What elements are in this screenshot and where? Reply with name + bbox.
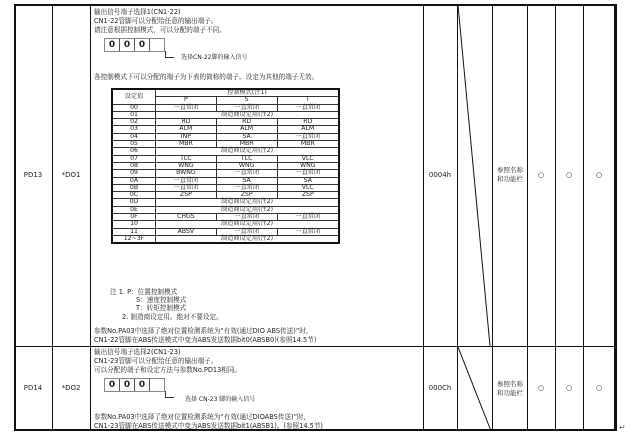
table-intro: 各控制模式下可以分配的端子为下表的简称的端子。设定为其他的端子无效。	[94, 73, 319, 81]
signal-cell: 一直常闭	[277, 133, 339, 140]
signal-cell: ZSP	[277, 192, 339, 199]
signal-cell: MBR	[277, 141, 339, 148]
mode-mark-t: ○	[595, 384, 603, 392]
desc-line: 可以分配的端子和设定方法与参数No.PD13相同。	[94, 366, 242, 374]
signal-cell: RD	[277, 119, 339, 126]
desc-line: 输出信号端子选择1(CN1-22)	[94, 8, 181, 16]
setting-value: 0D	[112, 199, 156, 206]
signal-cell: ABSV	[156, 228, 217, 235]
setting-value: 09	[112, 170, 156, 177]
setting-value: 03	[112, 126, 156, 133]
setting-value: 08	[112, 162, 156, 169]
signal-cell: WNG	[216, 162, 277, 169]
signal-cell: 一直常闭	[277, 228, 339, 235]
signal-cell: ALM	[156, 126, 217, 133]
setting-value: 05	[112, 141, 156, 148]
signal-cell: ALM	[277, 126, 339, 133]
signal-cell: RD	[216, 119, 277, 126]
setting-value: 11	[112, 228, 156, 235]
header-p: P	[156, 97, 217, 104]
digit: 0	[135, 379, 150, 391]
select-note: 选择CN-22脚的输入信号	[181, 54, 248, 61]
reserved-cell: 制造商设定用(注2)	[156, 148, 340, 155]
reserved-cell: 制造商设定用(注2)	[156, 111, 340, 118]
setting-value: 12~3F	[112, 235, 156, 243]
setting-value: 0F	[112, 214, 156, 221]
signal-cell: ALM	[216, 126, 277, 133]
signal-cell: 一直常闭	[216, 104, 277, 111]
param-number: PD13	[23, 170, 43, 179]
digit-select	[150, 379, 164, 391]
setting-value: 04	[112, 133, 156, 140]
note: 注 1. P：位置控制模式	[110, 288, 178, 296]
note: 2. 制造商设定用。绝对不要设定。	[122, 313, 223, 321]
setting-value: 0E	[112, 206, 156, 213]
not-applicable-diagonal	[458, 5, 490, 346]
signal-cell: SA	[277, 177, 339, 184]
digit-select	[150, 39, 164, 51]
unit-ref: 参照名称和功能栏	[497, 379, 523, 397]
signal-cell: TLC	[156, 155, 217, 162]
signal-cell: 一直常闭	[277, 104, 339, 111]
setting-value: 10	[112, 221, 156, 228]
header-mode: 控制模式(注1)	[156, 89, 340, 97]
signal-cell: 一直常闭	[216, 214, 277, 221]
mode-mark-p: ○	[537, 170, 545, 179]
setting-value: 01	[112, 111, 156, 118]
mode-mark-s: ○	[565, 170, 573, 179]
signal-row	[112, 235, 339, 243]
digit: 0	[105, 39, 120, 51]
param-symbol: *DO2	[61, 384, 81, 392]
header-t: T	[277, 97, 339, 104]
setting-value: 07	[112, 155, 156, 162]
reserved-cell: 制造商设定用(注2)	[156, 235, 340, 243]
signal-cell: WNG	[277, 162, 339, 169]
header-setting: 设定值	[112, 89, 156, 104]
digit: 0	[105, 379, 120, 391]
desc-line: 输出信号端子选择2(CN1-23)	[94, 348, 181, 356]
param-symbol: *DO1	[61, 170, 81, 179]
signal-cell: RD	[156, 119, 217, 126]
desc-line: 请注意根据控制模式，可以分配的端子不同。	[94, 26, 226, 34]
note: T：转矩控制模式	[136, 304, 187, 312]
signal-cell: CHGS	[156, 214, 217, 221]
reserved-cell: 制造商设定用(注2)	[156, 206, 340, 213]
paragraph-mark: ↵	[619, 423, 626, 432]
reserved-cell: 制造商设定用(注2)	[156, 221, 340, 228]
signal-cell: VLC	[277, 155, 339, 162]
mode-mark-t: ○	[595, 170, 603, 179]
setting-value: 0C	[112, 192, 156, 199]
signal-cell: 一直常闭	[156, 184, 217, 191]
digit: 0	[135, 39, 150, 51]
signal-cell: SA	[216, 177, 277, 184]
abs-line: 参数No.PA03中选择了绝对位置检测系统为“有效(通过DIO ABS传送)”时，	[94, 327, 313, 335]
select-note: 选择 CN-23 脚的输入信号	[185, 396, 256, 403]
signal-cell: WNG	[156, 162, 217, 169]
signal-cell: 一直常闭	[216, 170, 277, 177]
note: S：速度控制模式	[136, 296, 187, 304]
signal-row	[112, 170, 339, 177]
bracket-line	[165, 391, 174, 398]
desc-line: CN1-22管脚可以分配给任意的输出端子。	[94, 17, 218, 25]
unit-ref: 参照名称和功能栏	[497, 166, 523, 183]
signal-cell: 一直常闭	[216, 228, 277, 235]
setting-value: 00	[112, 104, 156, 111]
abs-line: CN1-23管脚在ABS传送模式中变为ABS发送数据bit1(ABSB1)。(参照14.5节)	[94, 422, 323, 430]
initial-value: 000Ch	[428, 384, 452, 392]
abs-line: CN1-22管脚在ABS传送模式中变为ABS发送数据bit0(ABSB0)(参照14.5节)	[94, 336, 317, 344]
signal-cell: VLC	[277, 184, 339, 191]
bracket-line	[165, 51, 174, 58]
signal-cell: BWNG	[156, 170, 217, 177]
signal-cell: ZSP	[216, 192, 277, 199]
reserved-cell: 制造商设定用(注2)	[156, 199, 340, 206]
signal-cell: MBR	[156, 141, 217, 148]
mode-mark-p: ○	[537, 384, 545, 392]
param-number: PD14	[23, 384, 43, 392]
abs-line: 参数No.PA03中选择了绝对位置检测系统为“有效(通过DIOABS传送)”时，	[94, 413, 311, 421]
signal-cell: 一直常闭	[216, 184, 277, 191]
mode-mark-s: ○	[565, 384, 573, 392]
digit-boxes	[104, 38, 165, 52]
setting-value: 06	[112, 148, 156, 155]
digit: 0	[120, 39, 135, 51]
not-applicable-diagonal	[458, 347, 491, 431]
signal-cell: 一直常闭	[277, 170, 339, 177]
signal-cell: 一直常闭	[277, 214, 339, 221]
signal-cell: MBR	[216, 141, 277, 148]
initial-value: 0004h	[428, 170, 452, 179]
desc-line: CN1-23管脚可以分配给任意的输出端子。	[94, 357, 218, 365]
setting-value: 0A	[112, 177, 156, 184]
header-s: S	[216, 97, 277, 104]
setting-value: 02	[112, 119, 156, 126]
digit: 0	[120, 379, 135, 391]
signal-cell: INP	[156, 133, 217, 140]
signal-cell: TLC	[216, 155, 277, 162]
signal-cell: 一直常闭	[156, 104, 217, 111]
signal-cell: SA	[216, 133, 277, 140]
signal-assignment-table	[111, 88, 340, 244]
signal-cell: ZSP	[156, 192, 217, 199]
setting-value: 0B	[112, 184, 156, 191]
signal-cell: 一直常闭	[156, 177, 217, 184]
digit-boxes	[104, 378, 165, 392]
